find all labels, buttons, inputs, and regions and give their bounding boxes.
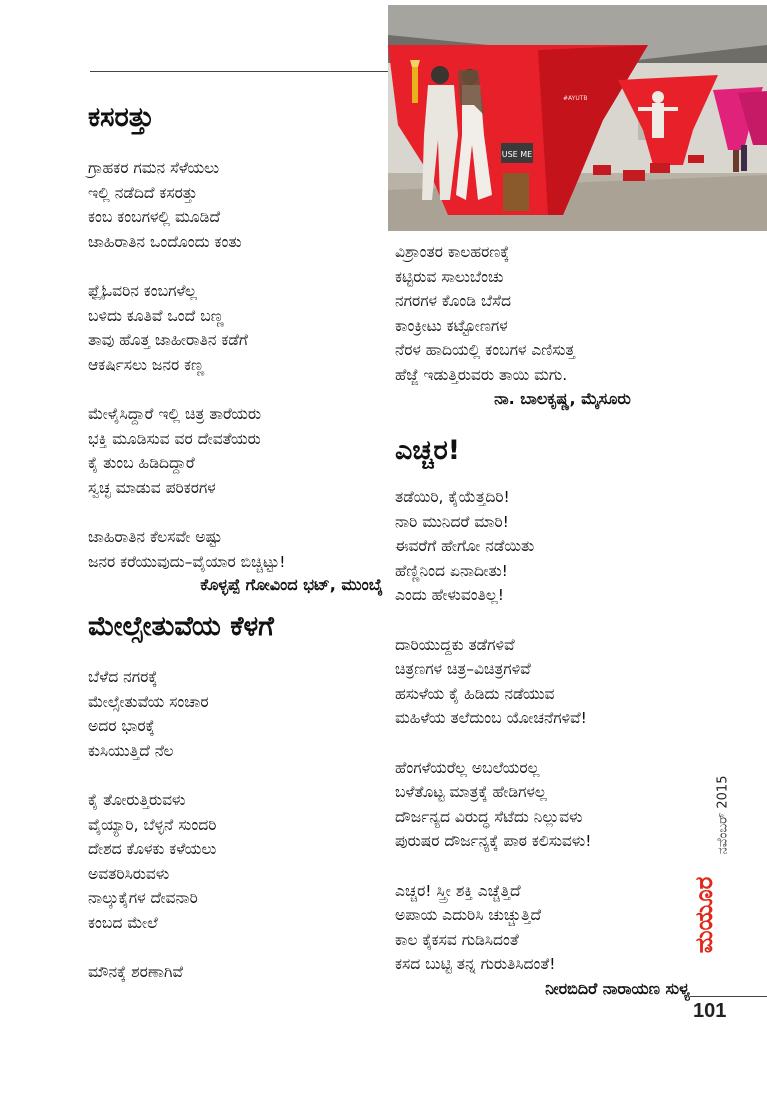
poem-line: ನಾಲ್ಕುಕೈಗಳ ದೇವನಾರಿ	[88, 889, 198, 907]
poem-line: ಸ್ವಚ್ಛ ಮಾಡುವ ಪರಿಕರಗಳ	[88, 478, 216, 497]
poem-line: ಮೇಲ್ಸೇತುವೆಯ ಸಂಚಾರ	[88, 692, 209, 711]
poem-line: ಮಹಿಳೆಯ ತಲೆದುಂಬ ಯೋಚನೆಗಳಿವೆ!	[395, 709, 587, 727]
flyover-photo	[388, 5, 767, 231]
poem-eccara-byline: ನೀರಬಿದಿರೆ ನಾರಾಯಣ ಸುಳ್ಯ	[545, 978, 690, 998]
stanza-gap	[88, 254, 383, 279]
poem-line: ಎಂದು ಹೇಳುವಂತಿಲ್ಲ!	[395, 586, 504, 604]
poem-line: ಅಪಾಯ ಎದುರಿಸಿ ಚುಚ್ಚುತ್ತಿದೆ	[395, 906, 542, 924]
wall-hashtag: #AYUTB	[563, 95, 588, 102]
poem-line: ವೈಯ್ಯಾರಿ, ಬೆಳ್ಳನೆ ಸುಂದರಿ	[88, 815, 217, 834]
poem-line: ಕುಸಿಯುತ್ತಿದೆ ನೆಲ	[88, 741, 174, 760]
poem-title-melsetuveya-kelage: ಮೇಲ್ಸೇತುವೆಯ ಕೆಳಗೆ	[88, 611, 274, 642]
poem-line: ಆಕರ್ಷಿಸಲು ಜನರ ಕಣ್ಣ	[88, 355, 205, 374]
stanza-gap	[88, 377, 383, 402]
stanza-gap	[395, 854, 690, 879]
poem-line: ಫ್ಲೈಓವರಿನ ಕಂಬಗಳೆಲ್ಲ	[88, 282, 197, 300]
poem-line: ತಡೆಯಿರಿ, ಕೈಯೆತ್ತದಿರಿ!	[395, 488, 510, 506]
poem-line: ಅವತರಿಸಿರುವಳು	[88, 864, 170, 883]
issue-date	[715, 775, 731, 855]
poem-line: ಮೇಳೈಸಿದ್ದಾರೆ ಇಲ್ಲಿ ಚಿತ್ರ ತಾರೆಯರು	[88, 405, 262, 423]
poem-line: ಕಾಂಕ್ರೀಟು ಕಟ್ಟೋಣಗಳ	[395, 316, 508, 335]
poem-line: ದೇಶದ ಕೊಳಕು ಕಳೆಯಲು	[88, 840, 217, 858]
issue-date-text: ನವೆಂಬರ್ 2015	[715, 775, 731, 855]
poem-line: ದಾರಿಯುದ್ದಕು ತಡೆಗಳಿವೆ	[395, 635, 515, 654]
poem-line: ನಗರಗಳ ಕೊಂಡಿ ಬೆಸೆದ	[395, 292, 512, 310]
poem-line: ಹಸುಳೆಯ ಕೈ ಹಿಡಿದು ನಡೆಯುವ	[395, 684, 555, 703]
poem-kasarattu-body	[88, 156, 383, 574]
poem-melsetuve-continuation	[395, 240, 690, 387]
right-column	[395, 240, 690, 1001]
poem-line: ಕಾಲ ಕೈಕಸವ ಗುಡಿಸಿದಂತೆ	[395, 930, 519, 949]
poem-title-eccara: ಎಚ್ಚರ!	[395, 435, 461, 466]
footer-rule	[690, 996, 767, 997]
poem-line: ಭಕ್ತಿ ಮೂಡಿಸುವ ವರ ದೇವತೆಯರು	[88, 429, 261, 448]
poem-line: ಕಟ್ಟಿರುವ ಸಾಲುಬೆಂಚು	[395, 267, 504, 286]
poem-line: ಕೈ ತೋರುತ್ತಿರುವಳು	[88, 791, 186, 809]
stanza-gap	[88, 763, 383, 788]
poem-line: ಗ್ರಾಹಕರ ಗಮನ ಸೆಳೆಯಲು	[88, 159, 220, 177]
poem-line: ಮೌನಕ್ಕೆ ಶರಣಾಗಿವೆ	[88, 963, 183, 981]
poem-line: ಜಾಹಿರಾತಿನ ಒಂದೊಂದು ಕಂತು	[88, 232, 242, 251]
poem-line: ಬಳೆತೊಟ್ಟ ಮಾತ್ರಕ್ಕೆ ಹೇಡಿಗಳಲ್ಲ	[395, 783, 547, 801]
poem-title-kasarattu: ಕಸರತ್ತು	[88, 102, 154, 133]
poem-line: ಹೆಣ್ಣಿನಿಂದ ಏನಾದೀತು!	[395, 561, 508, 580]
page-number: 101	[693, 1000, 727, 1022]
poem-line: ಜಾಹಿರಾತಿನ ಕೆಲಸವೇ ಅಷ್ಟು	[88, 528, 223, 546]
poem-line: ಪುರುಷರ ದೌರ್ಜನ್ಯಕ್ಕೆ ಪಾಠ ಕಲಿಸುವಳು!	[395, 832, 592, 850]
poem-line: ನಾರಿ ಮುನಿದರೆ ಮಾರಿ!	[395, 512, 509, 531]
poem-line: ಬೆಳೆದ ನಗರಕ್ಕೆ	[88, 668, 158, 686]
stanza-gap	[88, 500, 383, 525]
poem-line: ದೌರ್ಜನ್ಯದ ವಿರುದ್ಧ ಸೆಟೆದು ನಿಲ್ಲುವಳು	[395, 807, 583, 826]
poem-melsetuve-byline: ನಾ. ಬಾಲಕೃಷ್ಣ, ಮೈಸೂರು	[494, 389, 631, 408]
magazine-logo	[690, 855, 718, 975]
poem-line: ವಿಶ್ರಾಂತರ ಕಾಲಹರಣಕ್ಕೆ	[395, 243, 510, 261]
use-me-sign: USE ME	[501, 150, 533, 159]
poem-line: ಅದರ ಭಾರಕ್ಕೆ	[88, 717, 155, 735]
poem-line: ಕೈ ತುಂಬ ಹಿಡಿದಿದ್ದಾರೆ	[88, 454, 195, 472]
poem-line: ಬಳಿದು ಕೂತಿವೆ ಒಂದೆ ಬಣ್ಣ	[88, 306, 224, 325]
stanza-gap	[395, 731, 690, 756]
poem-line: ಈವರೆಗೆ ಹೇಗೋ ನಡೆಯಿತು	[395, 537, 535, 555]
left-column	[88, 100, 383, 985]
top-rule	[90, 71, 390, 72]
poem-line: ತಾವು ಹೊತ್ತ ಜಾಹೀರಾತಿನ ಕಡೆಗೆ	[88, 331, 248, 349]
poem-eccara-body	[395, 485, 690, 977]
stanza-gap	[88, 935, 383, 960]
poem-melsetuve-body	[88, 665, 383, 985]
poem-line: ಜನರ ಕರೆಯುವುದು–ವೈಯಾರ ಬಿಚ್ಚಿಟ್ಟು!	[88, 552, 286, 571]
poem-line: ಕಂಬದ ಮೇಲೆ	[88, 913, 158, 932]
poem-line: ಹೆಜ್ಜೆ ಇಡುತ್ತಿರುವರು ತಾಯಿ ಮಗು.	[395, 365, 568, 384]
poem-line: ನೆರಳ ಹಾದಿಯಲ್ಲಿ ಕಂಬಗಳ ಎಣಿಸುತ್ತ	[395, 341, 575, 359]
poem-kasarattu-byline: ಕೊಳ್ಳಪ್ಪೆ ಗೋವಿಂದ ಭಟ್, ಮುಂಬೈ	[200, 575, 383, 594]
poem-line: ಇಲ್ಲಿ ನಡೆದಿದೆ ಕಸರತ್ತು	[88, 183, 198, 202]
poem-line: ಕಂಬ ಕಂಬಗಳಲ್ಲಿ ಮೂಡಿದೆ	[88, 208, 221, 226]
poem-line: ಕಸದ ಬುಟ್ಟಿ ತನ್ನ ಗುರುತಿಸಿದಂತೆ!	[395, 955, 556, 973]
poem-line: ಎಚ್ಚರ! ಸ್ತ್ರೀ ಶಕ್ತಿ ಎಚ್ಚೆತ್ತಿದೆ	[395, 881, 521, 900]
poem-line: ಹೆಂಗಳೆಯರೆಲ್ಲ ಅಬಲೆಯರಲ್ಲ	[395, 758, 540, 777]
magazine-name: ಮಯೂರ	[690, 876, 718, 954]
stanza-gap	[395, 608, 690, 633]
poem-line: ಚಿತ್ರಣಗಳ ಚಿತ್ರ–ವಿಚಿತ್ರಗಳಿವೆ	[395, 660, 531, 678]
